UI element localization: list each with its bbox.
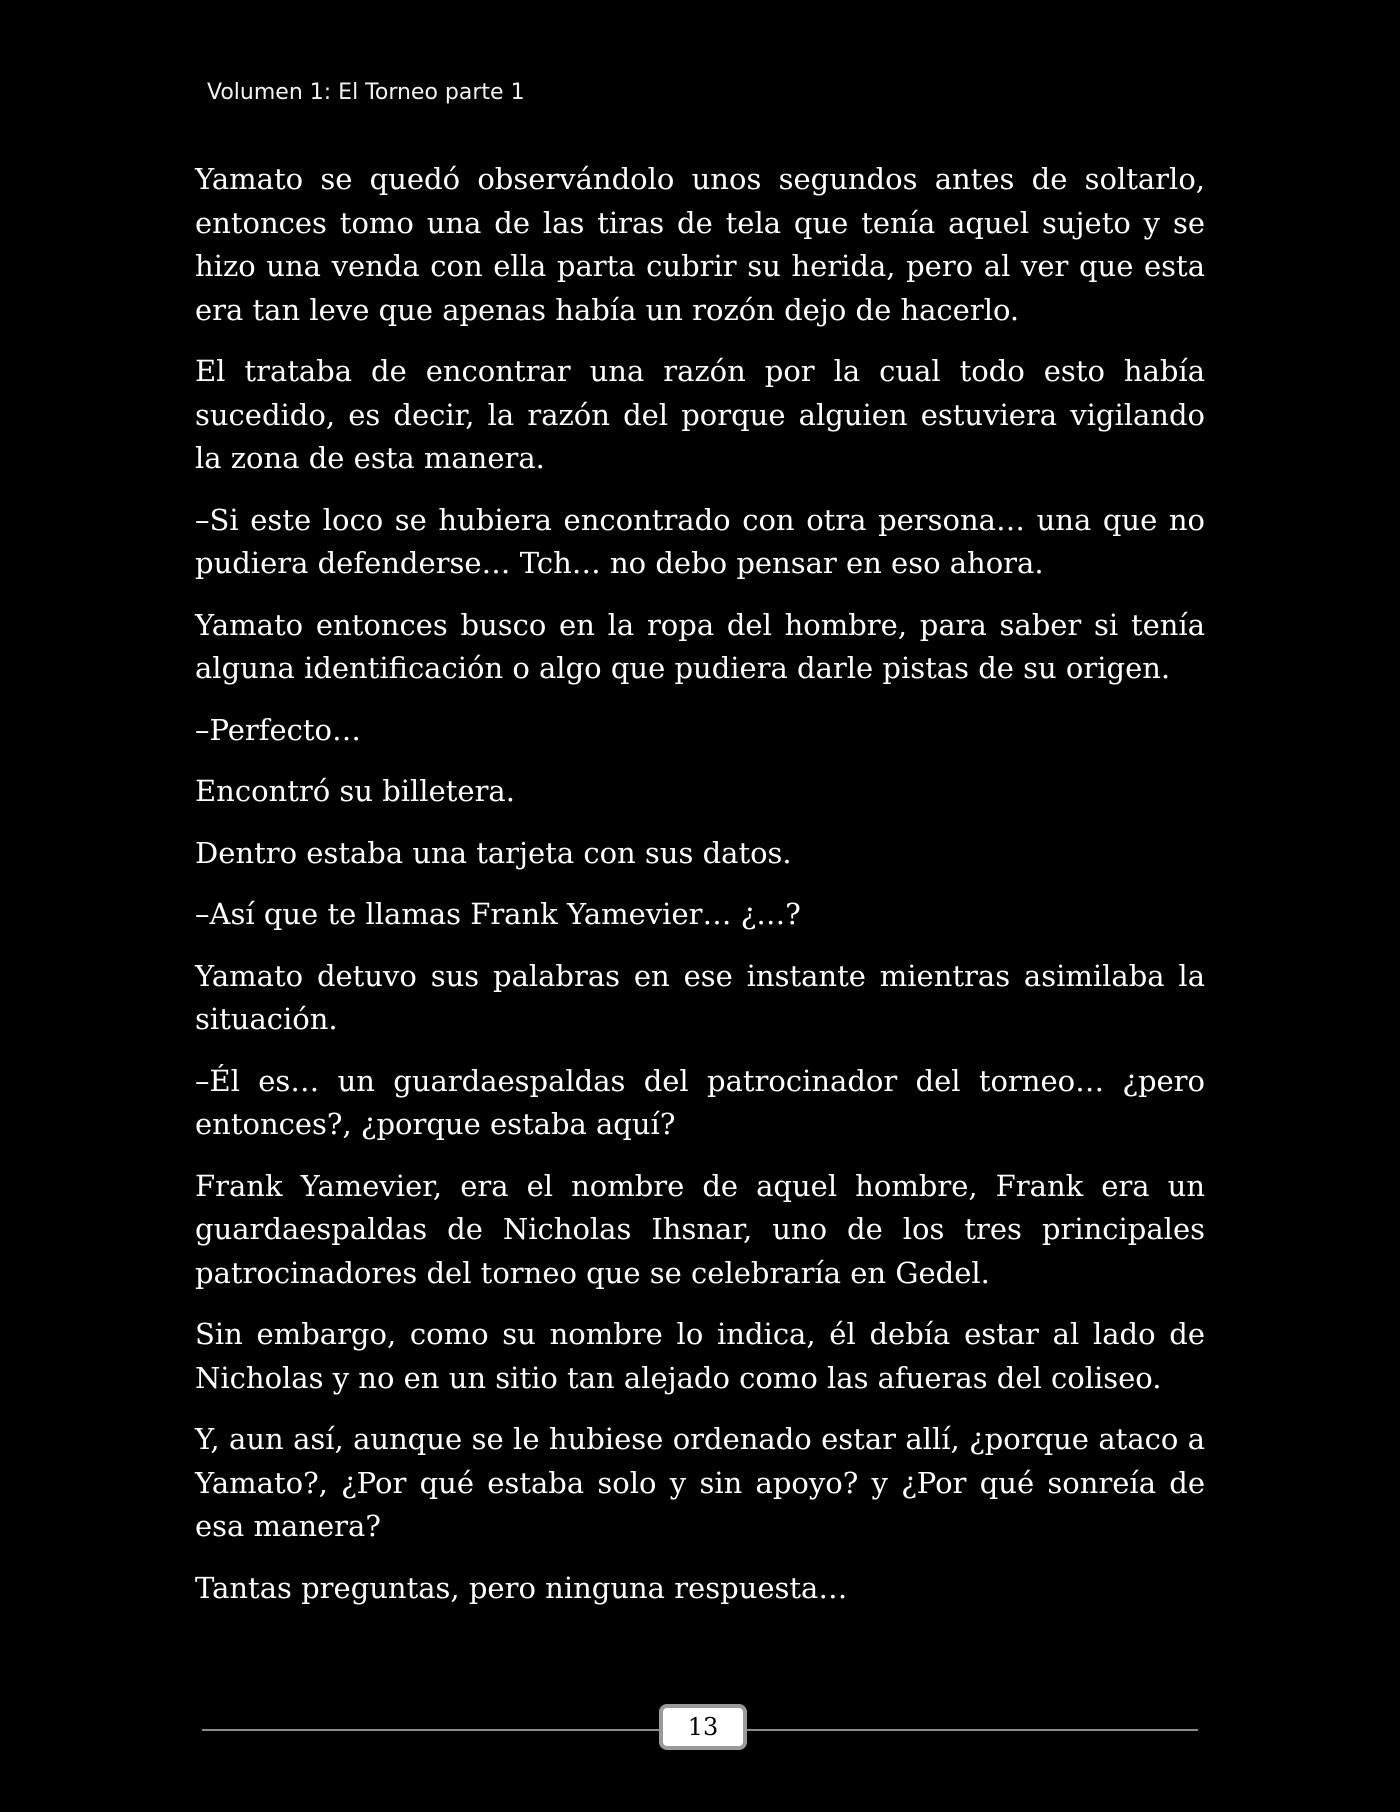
paragraph: Yamato se quedó observándolo unos segundos antes de soltarlo, entonces tomo una de las tiras de tela que tenía aquel sujeto y se hizo una venda con ella parta cubrir su herida, pero al ver que esta era tan leve que apenas había un rozón dejo de hacerlo.	[195, 162, 1205, 327]
page-number: 13	[659, 1704, 747, 1750]
page-footer	[202, 1704, 1198, 1754]
paragraph: Encontró su billetera.	[195, 774, 515, 808]
paragraph: Frank Yamevier, era el nombre de aquel hombre, Frank era un guardaespaldas de Nicholas Ihsnar, uno de los tres principales patrocinadores del torneo que se celebraría en Gedel.	[195, 1168, 1205, 1290]
paragraph: –Si este loco se hubiera encontrado con otra persona… una que no pudiera defenderse… Tch… no debo pensar en eso ahora.	[195, 502, 1205, 580]
paragraph: Yamato detuvo sus palabras en ese instante mientras asimilaba la situación.	[195, 958, 1205, 1036]
running-header: Volumen 1: El Torneo parte 1	[207, 80, 525, 105]
paragraph: –Así que te llamas Frank Yamevier… ¿…?	[195, 897, 801, 931]
paragraph: Yamato entonces busco en la ropa del hombre, para saber si tenía alguna identificación o algo que pudiera darle pistas de su origen.	[195, 607, 1205, 685]
paragraph: Y, aun así, aunque se le hubiese ordenado estar allí, ¿porque ataco a Yamato?, ¿Por qué estaba solo y sin apoyo? y ¿Por qué sonreía de esa manera?	[195, 1422, 1205, 1543]
paragraph: Dentro estaba una tarjeta con sus datos.	[195, 835, 792, 870]
paragraph: –Perfecto…	[195, 712, 361, 747]
body-text	[195, 158, 1205, 1628]
paragraph: Tantas preguntas, pero ninguna respuesta…	[195, 1570, 848, 1605]
paragraph: Sin embargo, como su nombre lo indica, él debía estar al lado de Nicholas y no en un sitio tan alejado como las afueras del coliseo.	[195, 1317, 1205, 1395]
paragraph: –Él es… un guardaespaldas del patrocinador del torneo… ¿pero entonces?, ¿porque estaba aquí?	[195, 1063, 1205, 1141]
paragraph: El trataba de encontrar una razón por la cual todo esto había sucedido, es decir, la razón del porque alguien estuviera vigilando la zona de esta manera.	[195, 354, 1205, 475]
